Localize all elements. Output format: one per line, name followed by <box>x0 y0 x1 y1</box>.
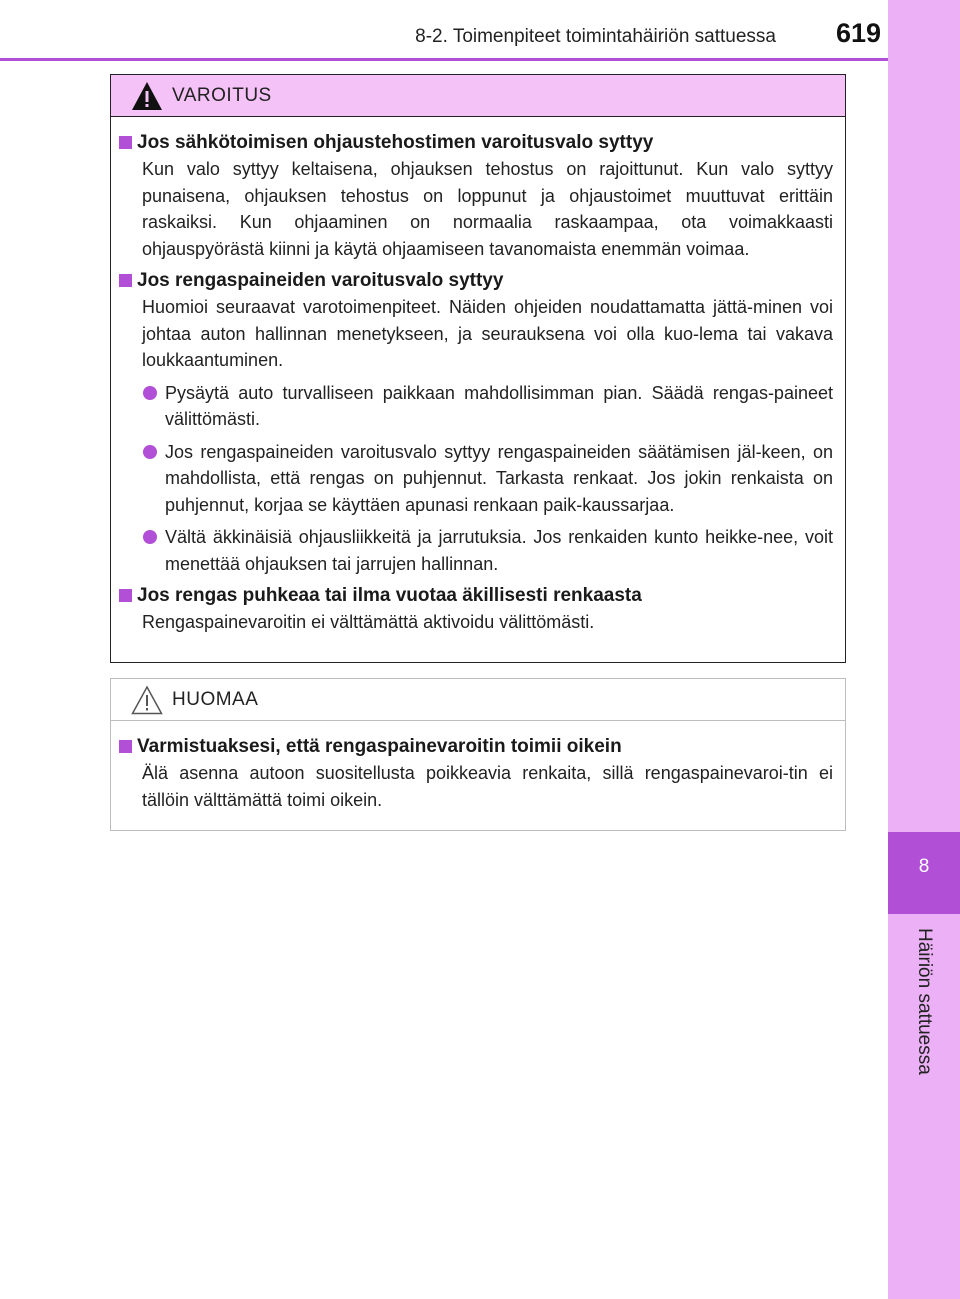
header-rule <box>0 58 888 61</box>
list-item <box>142 524 833 577</box>
side-tab <box>888 0 960 1299</box>
warning-triangle-icon <box>131 81 163 111</box>
chapter-number: 8 <box>918 856 930 877</box>
notice-box <box>110 678 846 831</box>
list-item-text: Pysäytä auto turvalliseen paikkaan mahdollisimman pian. Säädä rengas-paineet välittömästi. <box>165 382 833 429</box>
circle-bullet-icon <box>143 445 157 459</box>
list-item-text: Vältä äkkinäisiä ohjausliikkeitä ja jarrutuksia. Jos renkaiden kunto heikke-nee, voit menettää ohjauksen tai jarrujen hallinnan. <box>165 527 833 574</box>
notice-body <box>111 721 845 813</box>
circle-bullet-icon <box>143 386 157 400</box>
warning-body <box>111 117 845 636</box>
section-heading <box>119 582 833 609</box>
square-bullet-icon <box>119 274 132 287</box>
section-paragraph: Rengaspainevaroitin ei välttämättä aktivoidu välittömästi. <box>142 612 595 632</box>
warning-box <box>110 74 846 663</box>
warning-label: VAROITUS <box>172 85 272 106</box>
section-heading <box>119 733 833 760</box>
notice-box-header <box>111 679 845 721</box>
page-number: 619 <box>835 18 881 48</box>
section-paragraph: Kun valo syttyy keltaisena, ohjauksen tehostus on rajoittunut. Kun valo syttyy punaisena, ohjauksen tehostus on loppunut ja ohjaustoimet muuttuvat erittäin raskaiksi. Kun ohjaaminen on normaalia raskaampaa, ota voimakkaasti ohjauspyörästä kiinni ja käytä ohjaamiseen tavanomaista enemmän voimaa. <box>142 159 833 259</box>
circle-bullet-icon <box>143 530 157 544</box>
warning-section-tire-puncture <box>119 582 833 636</box>
section-heading <box>119 267 833 294</box>
square-bullet-icon <box>119 589 132 602</box>
caution-triangle-icon <box>131 685 163 715</box>
chapter-label: Häiriön sattuessa <box>914 928 935 1075</box>
warning-box-header <box>111 75 845 117</box>
list-item <box>142 439 833 519</box>
list-item <box>142 380 833 433</box>
section-title: 8-2. Toimenpiteet toimintahäiriön sattuessa <box>415 26 776 47</box>
section-heading-text: Jos rengaspaineiden varoitusvalo syttyy <box>137 270 504 291</box>
section-paragraph: Älä asenna autoon suositellusta poikkeavia renkaita, sillä rengaspainevaroi-tin ei tällöin välttämättä toimi oikein. <box>142 763 833 810</box>
section-heading <box>119 129 833 156</box>
section-heading-text: Jos rengas puhkeaa tai ilma vuotaa äkillisesti renkaasta <box>137 585 642 606</box>
section-heading-text: Varmistuaksesi, että rengaspainevaroitin toimii oikein <box>137 736 622 757</box>
section-heading-text: Jos sähkötoimisen ohjaustehostimen varoitusvalo syttyy <box>137 132 654 153</box>
notice-section-tire-pressure-warning <box>119 733 833 813</box>
list-item-text: Jos rengaspaineiden varoitusvalo syttyy rengaspaineiden säätämisen jäl-keen, on mahdollista, että rengas on puhjennut. Tarkasta renkaat. Jos jokin renkaista on puhjennut, korjaa se käyttäen apunasi renkaan paik-kaussarjaa. <box>165 441 833 515</box>
square-bullet-icon <box>119 740 132 753</box>
notice-label: HUOMAA <box>172 689 259 710</box>
square-bullet-icon <box>119 136 132 149</box>
warning-section-power-steering <box>119 129 833 262</box>
section-paragraph: Huomioi seuraavat varotoimenpiteet. Näiden ohjeiden noudattamatta jättä-minen voi johtaa auton hallinnan menetykseen, ja seurauksena voi olla kuo-lema tai vakava loukkaantuminen. <box>142 297 833 370</box>
warning-section-tire-pressure <box>119 267 833 577</box>
